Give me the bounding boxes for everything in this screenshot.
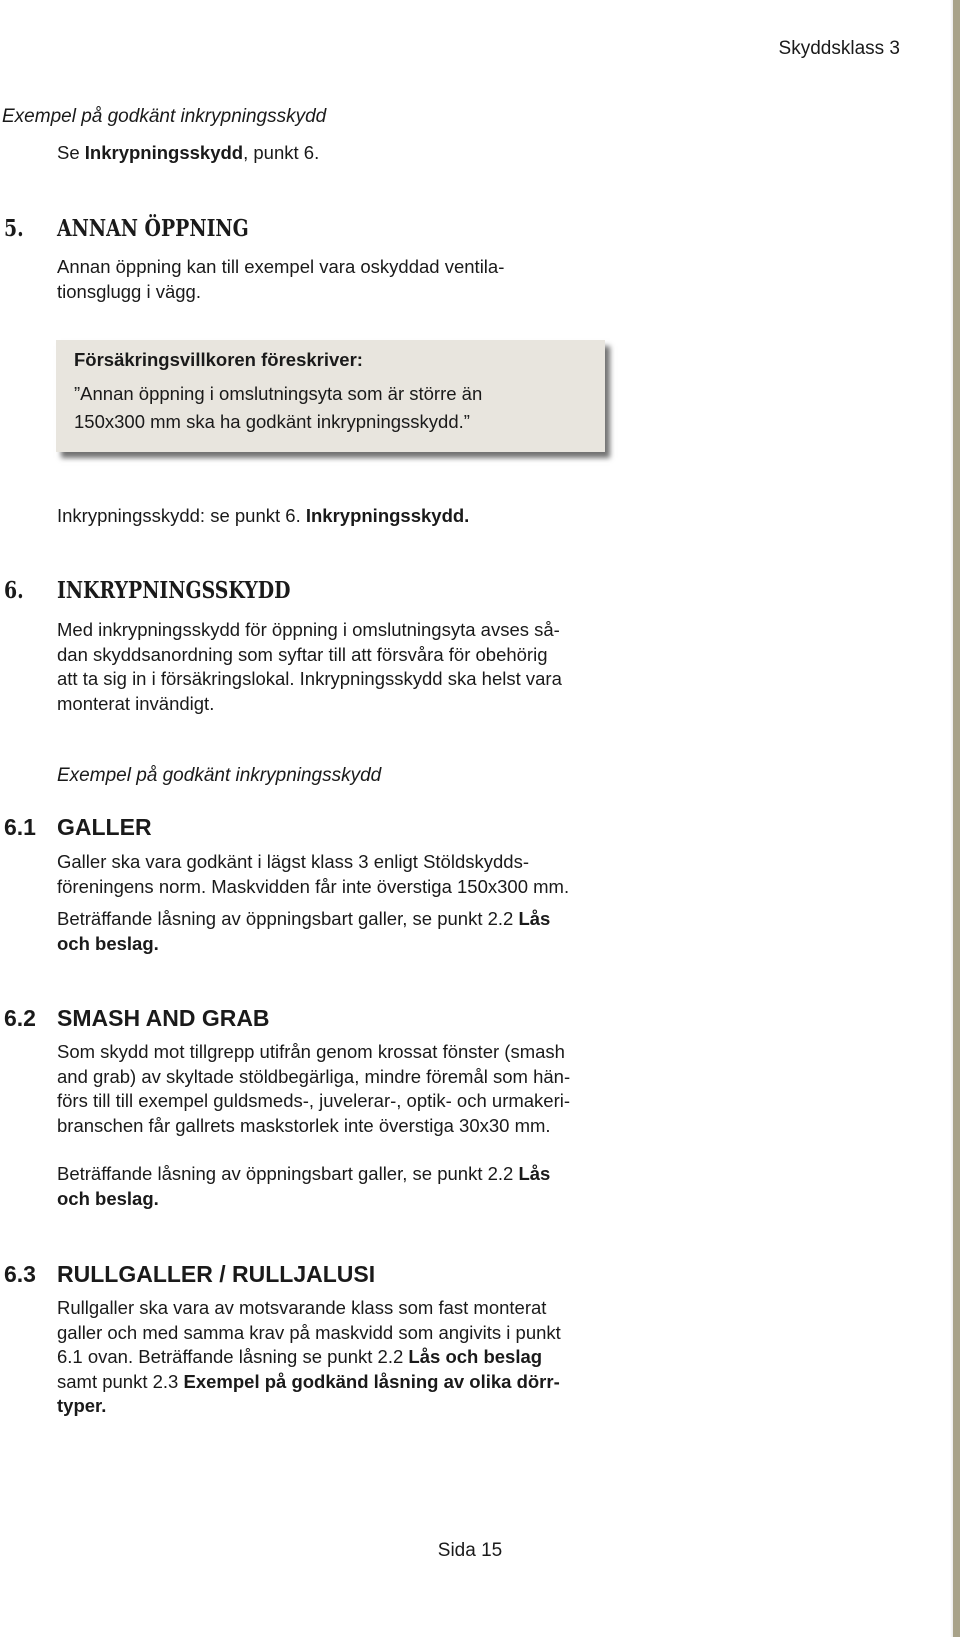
insurance-terms-callout xyxy=(56,340,605,452)
section-6-line: Med inkrypningsskydd för öppning i omslutningsyta avses så- xyxy=(57,619,560,640)
page-number: Sida 15 xyxy=(437,1540,503,1561)
section-6-2-line: Som skydd mot tillgrepp utifrån genom krossat fönster (smash xyxy=(57,1041,565,1062)
section-6-1-body xyxy=(57,850,569,899)
section-6-1-line: föreningens norm. Maskvidden får inte överstiga 150x300 mm. xyxy=(57,875,570,897)
section-5-title: ANNAN ÖPPNING xyxy=(57,215,249,242)
section-6-3-line-prefix: samt punkt 2.3 xyxy=(57,1370,184,1392)
section-6-1-locking-bold: Lås xyxy=(518,908,551,929)
section-6-1-locking xyxy=(57,907,550,956)
section-6-2-line: branschen får gallrets maskstorlek inte överstiga 30x30 mm. xyxy=(57,1114,551,1136)
section-6-1-locking-line xyxy=(57,907,550,932)
section-6-2-locking-prefix: Beträffande låsning av öppningsbart galler, se punkt 2.2 xyxy=(57,1163,519,1184)
intro-see-prefix: Se xyxy=(57,142,85,163)
callout-quote-line: ”Annan öppning i omslutningsyta som är större än xyxy=(74,383,483,404)
page-edge-shadow xyxy=(950,0,953,1637)
intro-see-suffix: , punkt 6. xyxy=(243,142,320,163)
section-6-1-line: Galler ska vara godkänt i lägst klass 3 enligt Stöldskydds- xyxy=(57,851,529,872)
section-5-line: tionsglugg i vägg. xyxy=(57,280,201,302)
section-6-2-title: SMASH AND GRAB xyxy=(57,1005,270,1031)
section-6-2-number: 6.2 xyxy=(4,1005,36,1031)
intro-see-reference xyxy=(57,141,319,166)
section-5-ref-bold: Inkrypningsskydd. xyxy=(305,505,470,526)
section-6-1-locking-bold: och beslag. xyxy=(57,932,159,954)
running-header: Skyddsklass 3 xyxy=(778,38,900,59)
section-6-line: monterat invändigt. xyxy=(57,692,215,714)
section-5-reference xyxy=(57,504,469,529)
section-6-2-locking-bold: Lås xyxy=(518,1163,551,1184)
section-6-3-line-bold: Exempel på godkänd låsning av olika dörr- xyxy=(183,1370,560,1392)
section-5-body xyxy=(57,255,504,304)
section-6-title: INKRYPNINGSSKYDD xyxy=(57,577,291,604)
section-6-line: dan skyddsanordning som syftar till att försvåra för obehörig xyxy=(57,643,548,665)
section-6-3-line-bold: Lås och beslag xyxy=(408,1346,543,1367)
section-6-body xyxy=(57,618,562,716)
section-6-1-locking-prefix: Beträffande låsning av öppningsbart galler, se punkt 2.2 xyxy=(57,908,519,929)
section-5-line: Annan öppning kan till exempel vara oskyddad ventila- xyxy=(57,256,505,277)
section-5-ref-prefix: Inkrypningsskydd: se punkt 6. xyxy=(57,505,306,526)
section-6-2-locking xyxy=(57,1162,550,1211)
section-6-3-line-bold: typer. xyxy=(57,1395,107,1416)
section-6-3-body xyxy=(57,1296,561,1419)
section-6-1-locking-line xyxy=(57,932,550,957)
section-6-3-line xyxy=(57,1394,561,1419)
section-6-3-line xyxy=(57,1345,561,1370)
section-6-3-line xyxy=(57,1370,561,1395)
section-6-3-line: galler och med samma krav på maskvidd som angivits i punkt xyxy=(57,1321,561,1343)
section-6-2-body xyxy=(57,1040,570,1138)
section-6-3-number: 6.3 xyxy=(4,1261,36,1287)
page-edge-band xyxy=(953,0,960,1637)
intro-example-heading: Exempel på godkänt inkrypningsskydd xyxy=(2,106,327,127)
section-6-1-title: GALLER xyxy=(57,814,152,840)
callout-quote-line: 150x300 mm ska ha godkänt inkrypningsskydd.” xyxy=(74,411,470,432)
section-6-3-line: Rullgaller ska vara av motsvarande klass som fast monterat xyxy=(57,1297,547,1318)
intro-see-link: Inkrypningsskydd xyxy=(84,142,244,163)
section-6-3-title: RULLGALLER / RULLJALUSI xyxy=(57,1261,376,1287)
callout-quote xyxy=(74,380,482,436)
section-6-2-line: förs till till exempel guldsmeds-, juvelerar-, optik- och urmakeri- xyxy=(57,1090,571,1111)
section-6-1-number: 6.1 xyxy=(4,814,36,840)
callout-label: Försäkringsvillkoren föreskriver: xyxy=(74,349,363,370)
section-5-number: 5. xyxy=(4,215,24,242)
section-6-2-locking-bold: och beslag. xyxy=(57,1187,159,1209)
section-6-2-line: and grab) av skyltade stöldbegärliga, mindre föremål som hän- xyxy=(57,1065,571,1087)
section-6-line: att ta sig in i försäkringslokal. Inkrypningsskydd ska helst vara xyxy=(57,668,562,689)
section-6-example-heading: Exempel på godkänt inkrypningsskydd xyxy=(57,765,382,786)
section-6-number: 6. xyxy=(4,577,24,604)
section-6-2-locking-line xyxy=(57,1187,550,1212)
section-6-3-line-prefix: 6.1 ovan. Beträffande låsning se punkt 2.2 xyxy=(57,1346,409,1367)
section-6-2-locking-line xyxy=(57,1162,550,1187)
